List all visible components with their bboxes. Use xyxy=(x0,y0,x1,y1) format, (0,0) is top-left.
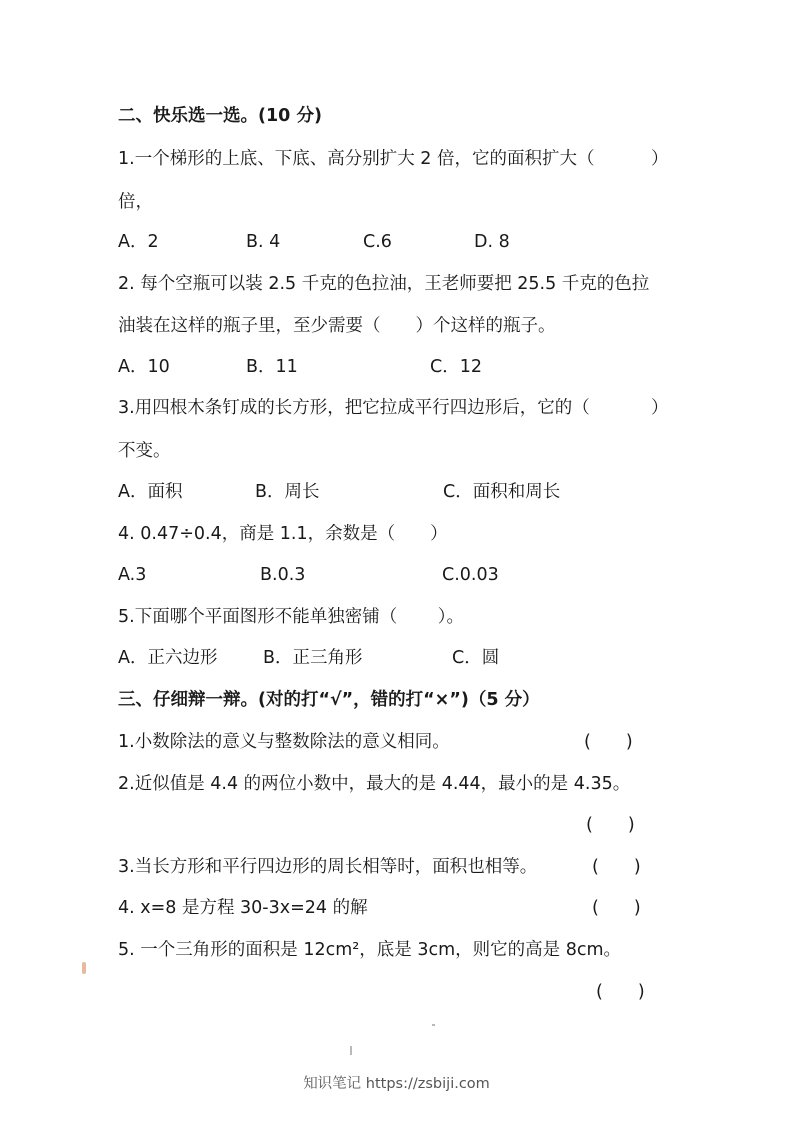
question-5-option-b: B．正三角形 xyxy=(263,648,363,668)
question-4-option-a: A.3 xyxy=(118,565,147,585)
question-1-option-b: B. 4 xyxy=(246,232,281,252)
question-1-option-d: D. 8 xyxy=(474,232,510,252)
question-1-option-c: C.6 xyxy=(363,232,392,252)
question-4-option-b: B.0.3 xyxy=(260,565,306,585)
question-5-option-a: A．正六边形 xyxy=(118,648,218,668)
question-2-option-b: B．11 xyxy=(246,357,298,377)
question-3-line-2: 不变。 xyxy=(118,441,171,461)
question-5-line-1: 5.下面哪个平面图形不能单独密铺（ ）。 xyxy=(118,607,465,627)
judge-item-4-text: 4. x=8 是方程 30-3x=24 的解 xyxy=(118,898,368,918)
judge-item-1-paren: ( ) xyxy=(584,732,633,752)
judge-item-3-text: 3.当长方形和平行四边形的周长相等时，面积也相等。 xyxy=(118,857,538,877)
section-2-heading: 二、快乐选一选。(10 分) xyxy=(118,106,322,126)
question-2-option-c: C．12 xyxy=(430,357,482,377)
question-2-line-2: 油装在这样的瓶子里，至少需要（ ）个这样的瓶子。 xyxy=(118,316,556,336)
question-1-paren-close: ） xyxy=(651,149,669,169)
judge-item-1-text: 1.小数除法的意义与整数除法的意义相同。 xyxy=(118,732,450,752)
question-3-option-b: B．周长 xyxy=(255,482,320,502)
scan-artifact xyxy=(432,1024,435,1026)
question-3-paren-close: ） xyxy=(651,398,669,418)
question-1-line-2: 倍， xyxy=(118,192,153,212)
scan-artifact xyxy=(82,962,86,974)
judge-item-5-text: 5. 一个三角形的面积是 12cm²，底是 3cm，则它的高是 8cm。 xyxy=(118,940,622,960)
judge-item-2-paren: ( ) xyxy=(586,815,635,835)
judge-item-4-paren: ( ) xyxy=(592,898,641,918)
footer-watermark: 知识笔记 https://zsbiji.com xyxy=(303,1076,490,1092)
question-1-line-1: 1.一个梯形的上底、下底、高分别扩大 2 倍，它的面积扩大（ xyxy=(118,149,595,169)
question-5-option-c: C．圆 xyxy=(452,648,500,668)
judge-item-3-paren: ( ) xyxy=(592,857,641,877)
judge-item-5-paren: ( ) xyxy=(596,982,645,1002)
question-1-option-a: A．2 xyxy=(118,232,159,252)
question-4-line-1: 4. 0.47÷0.4，商是 1.1，余数是（ ） xyxy=(118,524,448,544)
question-2-option-a: A．10 xyxy=(118,357,170,377)
scan-artifact xyxy=(350,1046,352,1055)
question-4-option-c: C.0.03 xyxy=(442,565,499,585)
section-3-heading: 三、仔细辩一辩。(对的打“√”，错的打“×”)（5 分） xyxy=(118,690,540,710)
question-3-option-c: C．面积和周长 xyxy=(443,482,561,502)
question-2-line-1: 2. 每个空瓶可以装 2.5 千克的色拉油，王老师要把 25.5 千克的色拉 xyxy=(118,274,650,294)
question-3-option-a: A．面积 xyxy=(118,482,183,502)
judge-item-2-text: 2.近似值是 4.4 的两位小数中，最大的是 4.44，最小的是 4.35。 xyxy=(118,774,631,794)
question-3-line-1: 3.用四根木条钉成的长方形，把它拉成平行四边形后，它的（ xyxy=(118,398,590,418)
